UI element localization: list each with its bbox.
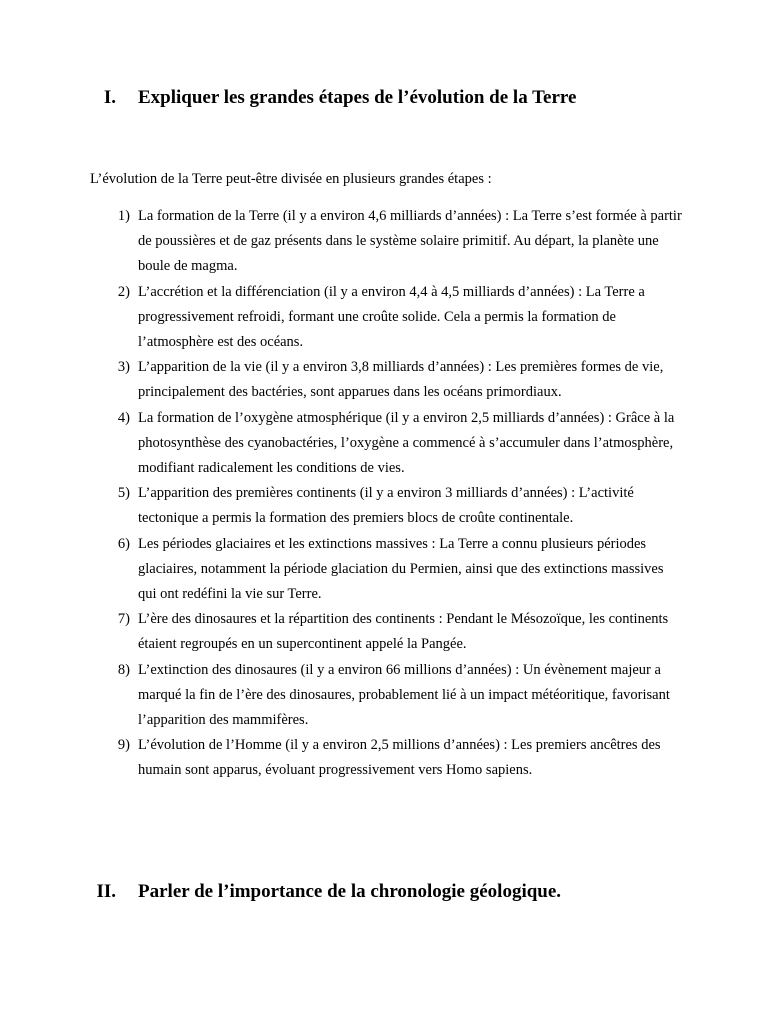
list-item-text: L’ère des dinosaures et la répartition des continents : Pendant le Mésozoïque, les continents étaient regroupés en un supercontinent appelé la Pangée. — [138, 611, 669, 653]
list-item — [0, 406, 683, 482]
list-item-marker: 4) — [117, 409, 130, 426]
section-number-2: II. — [96, 881, 116, 902]
list-item-text: L’apparition de la vie (il y a environ 3,8 milliards d’années) : Les premières formes de vie, principalement des bactéries, sont apparues dans les océans primordiaux. — [138, 359, 664, 401]
list-item — [0, 280, 683, 356]
list-item — [0, 607, 683, 657]
list-item — [0, 532, 683, 608]
list-item — [0, 481, 683, 531]
list-item — [0, 658, 683, 734]
list-item-marker: 8) — [117, 661, 130, 678]
list-item — [0, 733, 683, 783]
list-item — [0, 355, 683, 405]
list-item-text: La formation de la Terre (il y a environ 4,6 milliards d’années) : La Terre s’est formée à partir de poussières et de gaz présents dans le système solaire primitif. Au départ, la planète une boule de magma. — [138, 208, 682, 275]
list-item-text: Les périodes glaciaires et les extinctions massives : La Terre a connu plusieurs périodes glaciaires, notamment la période glaciation du Permien, ainsi que des extinctions massives qui ont redéfini la vie sur Terre. — [138, 535, 664, 603]
list-item-marker: 2) — [117, 283, 130, 300]
list-item-text: L’extinction des dinosaures (il y a environ 66 millions d’années) : Un évènement majeur a marqué la fin de l’ère des dinosaures, probablement lié à un impact météoritique, favorisant l’apparition des mammifères. — [138, 661, 670, 729]
steps-list — [0, 204, 768, 784]
list-item-text: L’évolution de l’Homme (il y a environ 2,5 millions d’années) : Les premiers ancêtres des humain sont apparus, évoluant progressivement vers Homo sapiens. — [138, 737, 661, 779]
section-number-1: I. — [103, 87, 116, 108]
list-item-text: L’apparition des premières continents (il y a environ 3 milliards d’années) : L’activité tectonique a permis la formation des premiers blocs de croûte continentale. — [138, 485, 634, 527]
list-item-marker: 5) — [117, 485, 130, 502]
list-item-marker: 6) — [117, 535, 130, 552]
list-item-text: L’accrétion et la différenciation (il y a environ 4,4 à 4,5 milliards d’années) : La Terre a progressivement refroidi, formant une croûte solide. Cela a permis la formation de l’atmosphère est des océans. — [138, 283, 645, 351]
section-title-2: Parler de l’importance de la chronologie géologique. — [138, 881, 562, 902]
intro-paragraph: L’évolution de la Terre peut-être divisée en plusieurs grandes étapes : — [90, 171, 492, 187]
list-item-marker: 7) — [117, 611, 130, 628]
list-item-marker: 3) — [117, 359, 130, 376]
list-item — [0, 204, 683, 280]
section-title-1: Expliquer les grandes étapes de l’évolution de la Terre — [138, 87, 577, 108]
list-item-text: La formation de l’oxygène atmosphérique (il y a environ 2,5 milliards d’années) : Grâce à la photosynthèse des cyanobactéries, l’oxygène a commencé à s’accumuler dans l’atmosphère, modifiant radicalement les conditions de vies. — [138, 409, 675, 477]
list-item-marker: 1) — [117, 208, 130, 224]
list-item-marker: 9) — [117, 737, 130, 754]
